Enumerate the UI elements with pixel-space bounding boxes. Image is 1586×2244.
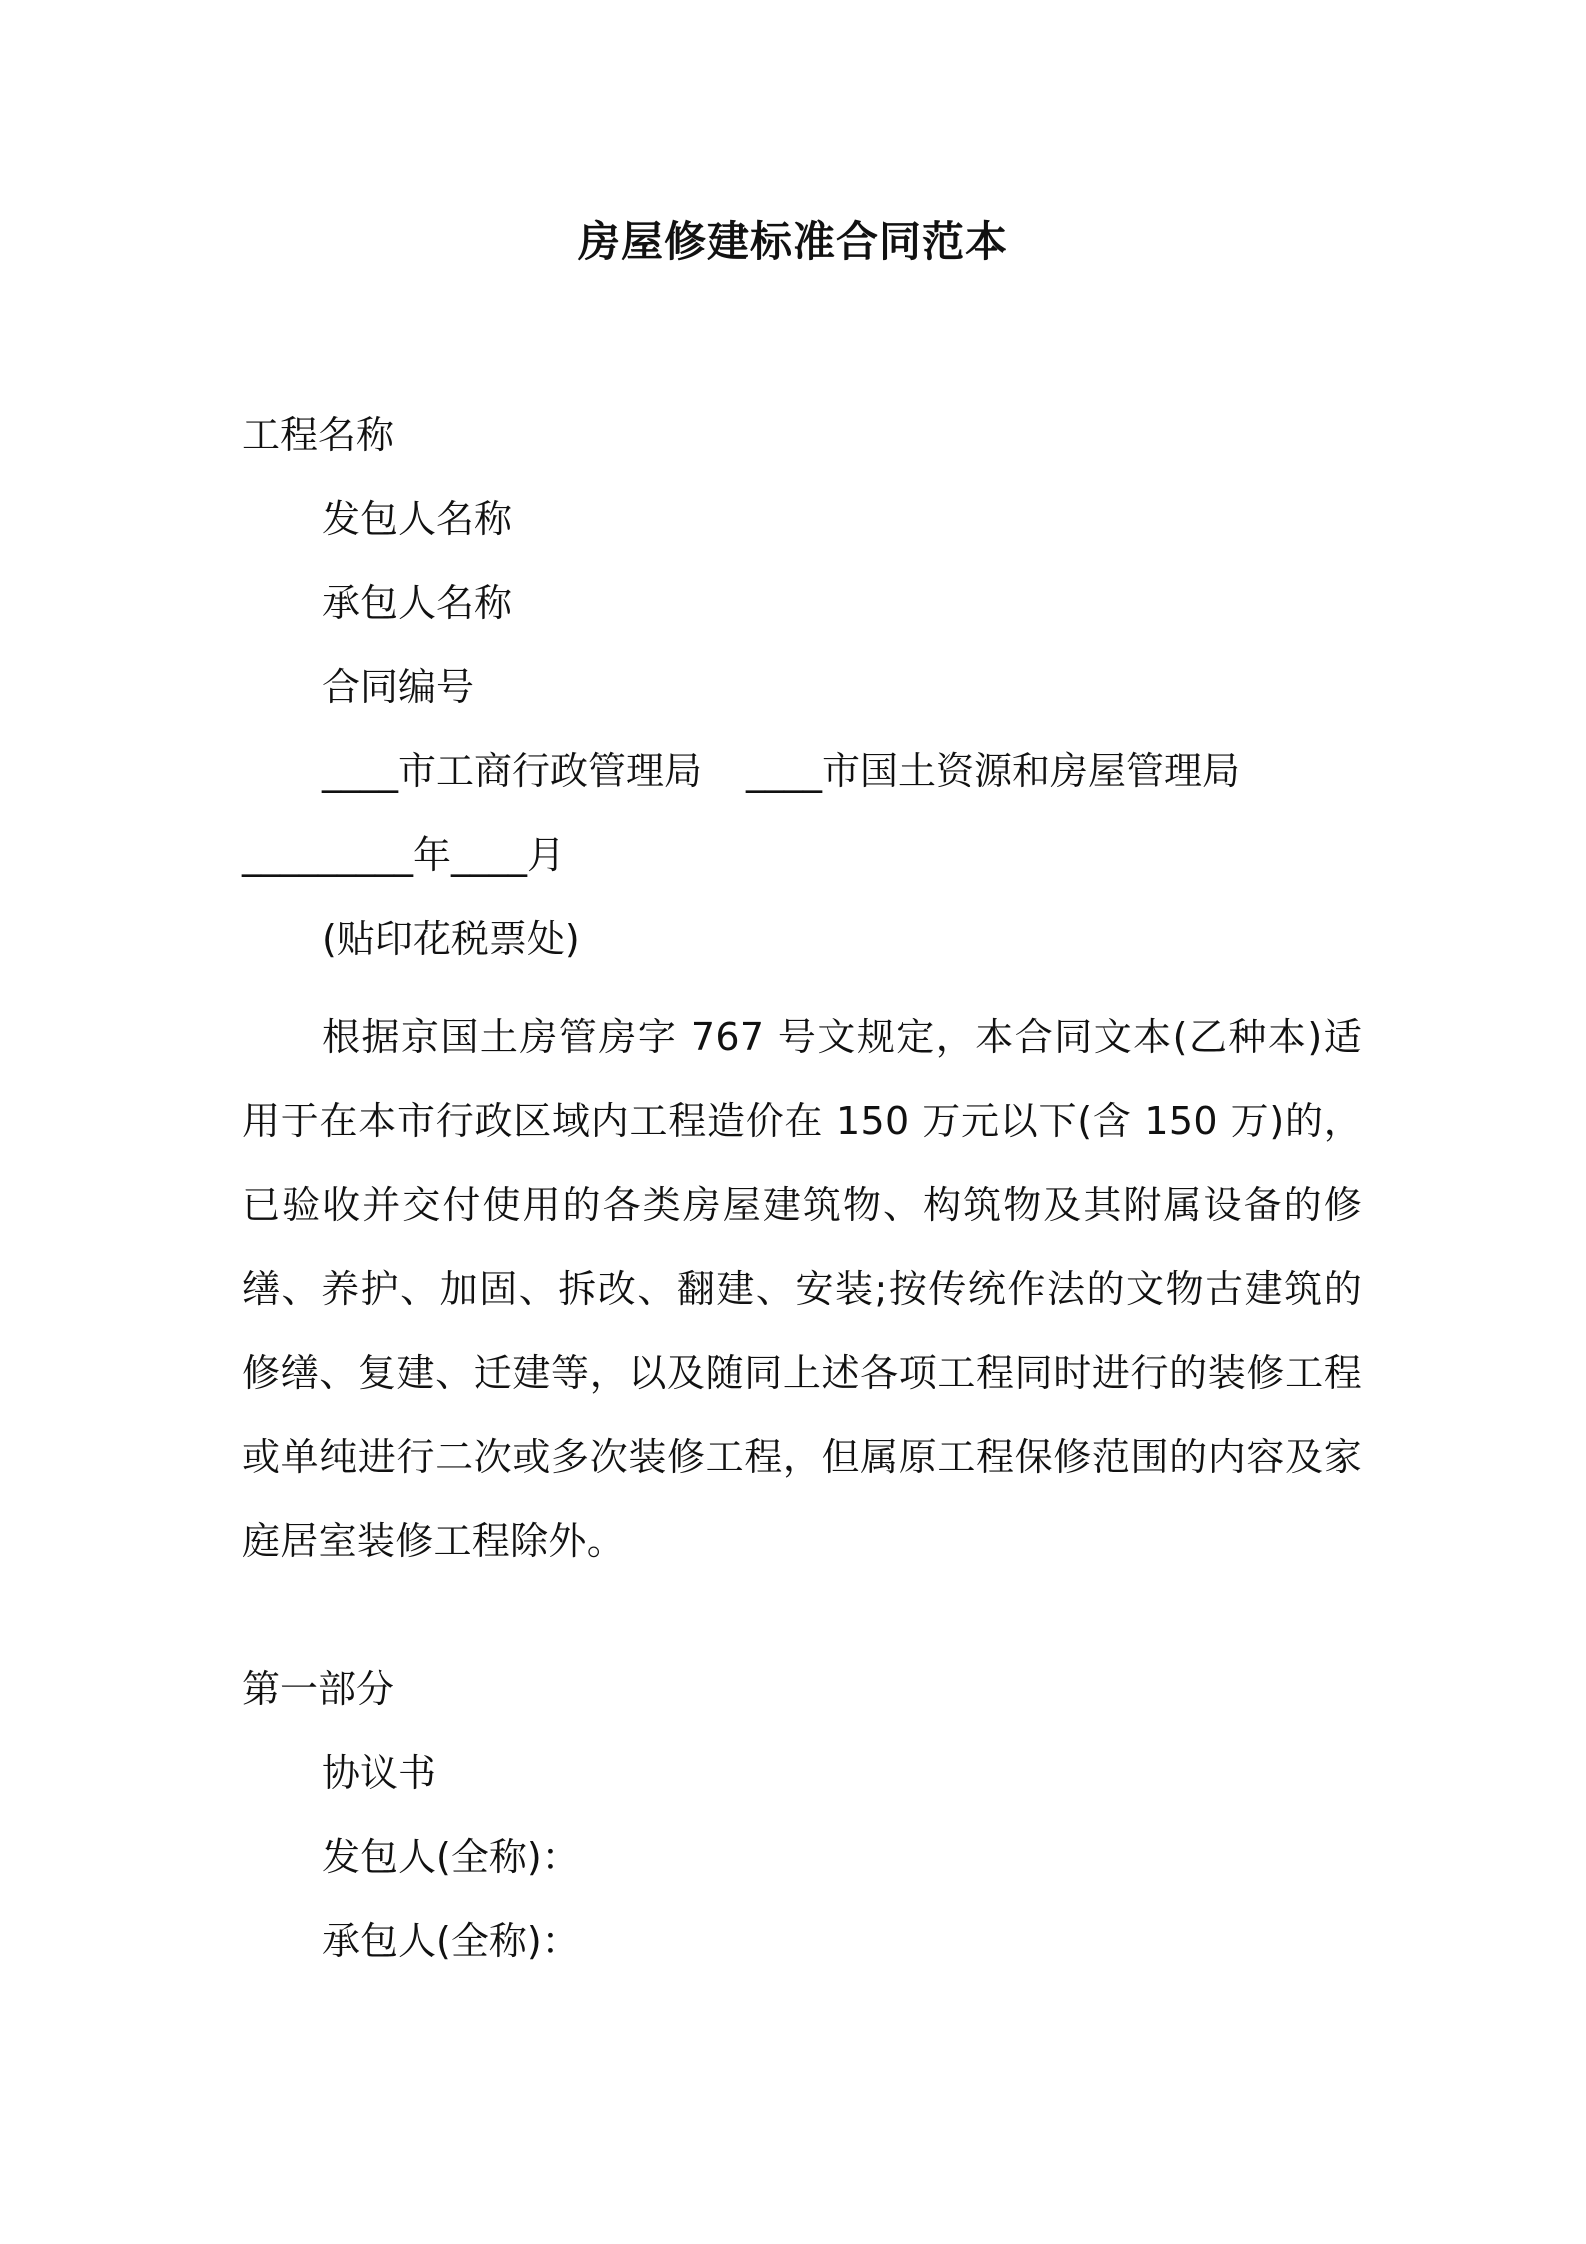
employer-name-label: 发包人名称 [322, 497, 513, 541]
intro-paragraph: 根据京国土房管房字 767 号文规定，本合同文本(乙种本)适用于在本市行政区域内工程造价在 150 万元以下(含 150 万)的，已验收并交付使用的各类房屋建筑物、构筑物及其附属设备的修缮、养护、加固、拆改、翻建、安装;按传统作法的文物古建筑的修缮、复建、迁建等，以及随同上述各项工程同时进行的装修工程或单纯进行二次或多次装修工程，但属原工程保修范围的内容及家庭居室装修工程除外。 [242, 1015, 1362, 1563]
authorities-line [322, 741, 1240, 801]
date-line: _________年____月 [242, 833, 566, 877]
contractor-full-label: 承包人(全称)： [322, 1919, 580, 1963]
project-name-label: 工程名称 [242, 413, 395, 457]
contract-number-label: 合同编号 [322, 665, 475, 709]
stamp-note: (贴印花税票处) [322, 917, 580, 961]
document-title: 房屋修建标准合同范本 [577, 217, 1008, 266]
authority-commerce: ____市工商行政管理局 [322, 749, 703, 793]
part-one-label: 第一部分 [242, 1667, 395, 1711]
employer-full-label: 发包人(全称)： [322, 1835, 580, 1879]
authority-land-housing: ____市国土资源和房屋管理局 [746, 749, 1241, 793]
contractor-name-label: 承包人名称 [322, 581, 513, 625]
agreement-label: 协议书 [322, 1751, 437, 1795]
